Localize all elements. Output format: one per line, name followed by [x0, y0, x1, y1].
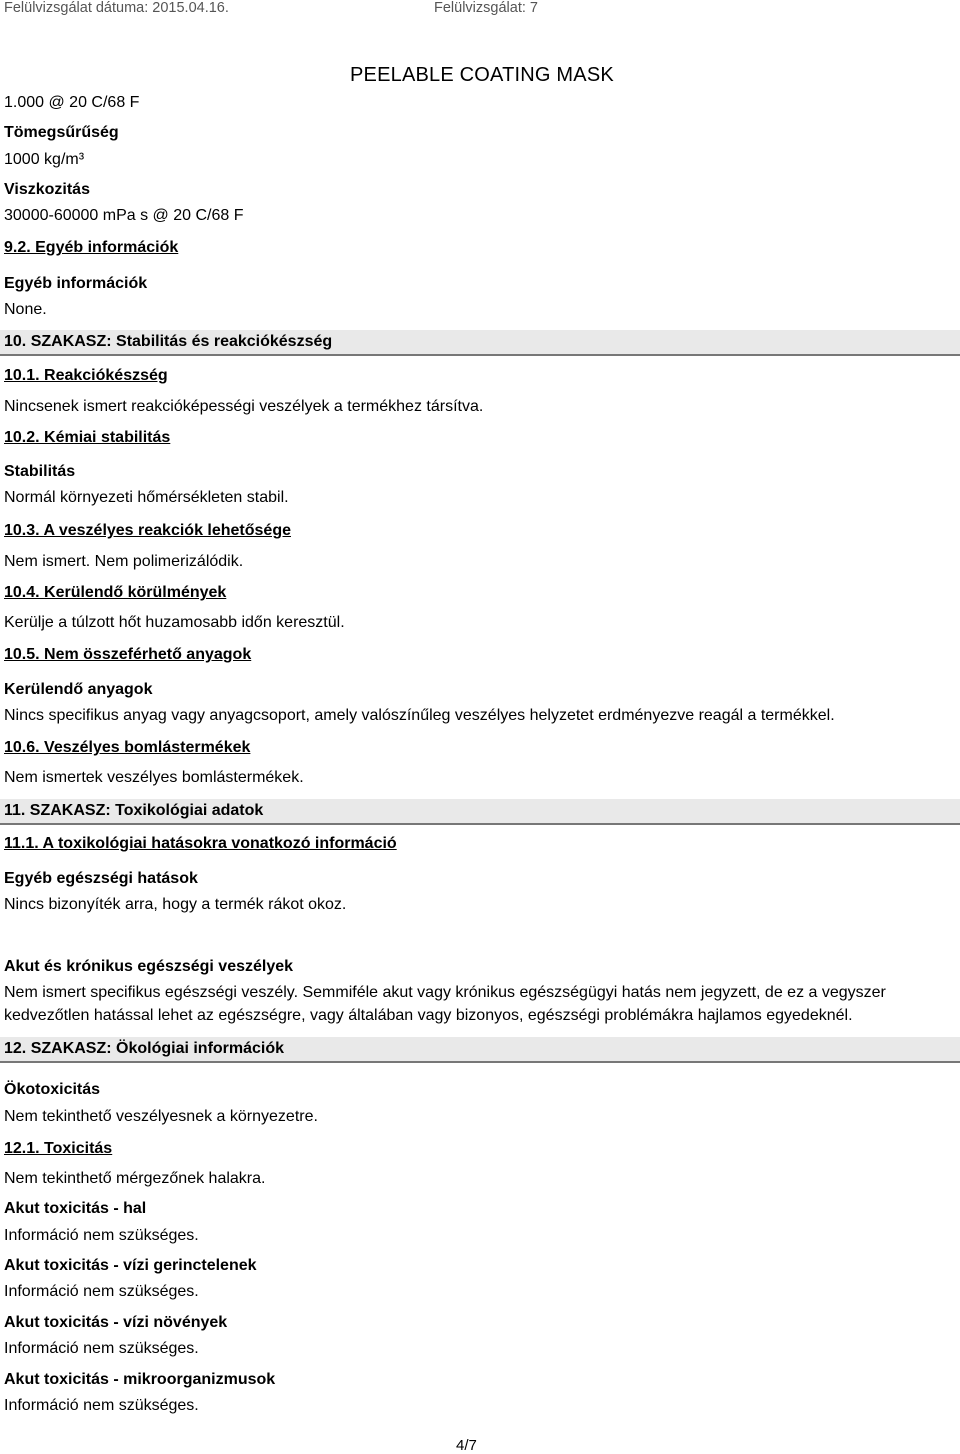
acute-chronic-hazards-line1: Nem ismert specifikus egészségi veszély. Semmiféle akut vagy krónikus egészségügyi hatás nem jegyzett, de ez a vegyszer [4, 984, 886, 1001]
other-health-effects-text: Nincs bizonyíték arra, hogy a termék rákot okoz. [4, 896, 347, 913]
relative-density-value: 1.000 @ 20 C/68 F [4, 94, 140, 111]
reactivity-text: Nincsenek ismert reakcióképességi veszélyek a termékhez társítva. [4, 398, 484, 415]
hazardous-reactions-text: Nem ismert. Nem polimerizálódik. [4, 553, 244, 570]
ecotoxicity-label: Ökotoxicitás [4, 1081, 101, 1098]
section-11-title: 11. SZAKASZ: Toxikológiai adatok [4, 802, 264, 819]
stability-text: Normál környezeti hőmérsékleten stabil. [4, 489, 289, 506]
acute-toxicity-invertebrates-text: Információ nem szükséges. [4, 1283, 199, 1300]
revision-number: Felülvizsgálat: 7 [434, 0, 538, 16]
subsection-11-1-heading: 11.1. A toxikológiai hatásokra vonatkozó információ [4, 835, 397, 852]
section-10-header [0, 330, 960, 356]
materials-to-avoid-label: Kerülendő anyagok [4, 681, 153, 698]
acute-chronic-hazards-line2: kedvezőtlen hatással lehet az egészségre, vagy általában vagy bizonyos, egészségi problémákra hajlamos egyedeknél. [4, 1007, 853, 1024]
subsection-10-6-heading: 10.6. Veszélyes bomlástermékek [4, 739, 251, 756]
subsection-10-5-heading: 10.5. Nem összeférhető anyagok [4, 646, 252, 663]
ecotoxicity-text: Nem tekinthető veszélyesnek a környezetre. [4, 1108, 318, 1125]
conditions-to-avoid-text: Kerülje a túlzott hőt huzamosabb időn keresztül. [4, 614, 345, 631]
subsection-10-1-heading: 10.1. Reakciókészség [4, 367, 168, 384]
section-12-title: 12. SZAKASZ: Ökológiai információk [4, 1040, 285, 1057]
stability-label: Stabilitás [4, 463, 76, 480]
subsection-10-4-heading: 10.4. Kerülendő körülmények [4, 584, 227, 601]
acute-toxicity-microorganisms-label: Akut toxicitás - mikroorganizmusok [4, 1371, 276, 1388]
subsection-9-2-heading: 9.2. Egyéb információk [4, 239, 179, 256]
other-health-effects-label: Egyéb egészségi hatások [4, 870, 198, 887]
viscosity-value: 30000-60000 mPa s @ 20 C/68 F [4, 207, 244, 224]
section-11-header [0, 799, 960, 825]
toxicity-text: Nem tekinthető mérgezőnek halakra. [4, 1170, 266, 1187]
product-title: PEELABLE COATING MASK [350, 64, 614, 86]
acute-toxicity-fish-label: Akut toxicitás - hal [4, 1200, 147, 1217]
subsection-12-1-heading: 12.1. Toxicitás [4, 1140, 113, 1157]
acute-toxicity-microorganisms-text: Információ nem szükséges. [4, 1397, 199, 1414]
acute-toxicity-invertebrates-label: Akut toxicitás - vízi gerinctelenek [4, 1257, 257, 1274]
section-10-title: 10. SZAKASZ: Stabilitás és reakciókészség [4, 333, 333, 350]
other-info-label: Egyéb információk [4, 275, 148, 292]
acute-toxicity-fish-text: Információ nem szükséges. [4, 1227, 199, 1244]
decomposition-products-text: Nem ismertek veszélyes bomlástermékek. [4, 769, 304, 786]
acute-toxicity-plants-text: Információ nem szükséges. [4, 1340, 199, 1357]
review-date: Felülvizsgálat dátuma: 2015.04.16. [4, 0, 229, 16]
viscosity-label: Viszkozitás [4, 181, 90, 198]
materials-to-avoid-text: Nincs specifikus anyag vagy anyagcsoport, amely valószínűleg veszélyes helyzetet erdményezve reagál a termékkel. [4, 707, 835, 724]
bulk-density-value: 1000 kg/m³ [4, 151, 85, 168]
other-info-value: None. [4, 301, 47, 318]
section-12-header [0, 1037, 960, 1063]
acute-toxicity-plants-label: Akut toxicitás - vízi növények [4, 1314, 228, 1331]
bulk-density-label: Tömegsűrűség [4, 124, 119, 141]
subsection-10-2-heading: 10.2. Kémiai stabilitás [4, 429, 171, 446]
page-number: 4/7 [456, 1437, 477, 1454]
acute-chronic-hazards-label: Akut és krónikus egészségi veszélyek [4, 958, 294, 975]
subsection-10-3-heading: 10.3. A veszélyes reakciók lehetősége [4, 522, 291, 539]
